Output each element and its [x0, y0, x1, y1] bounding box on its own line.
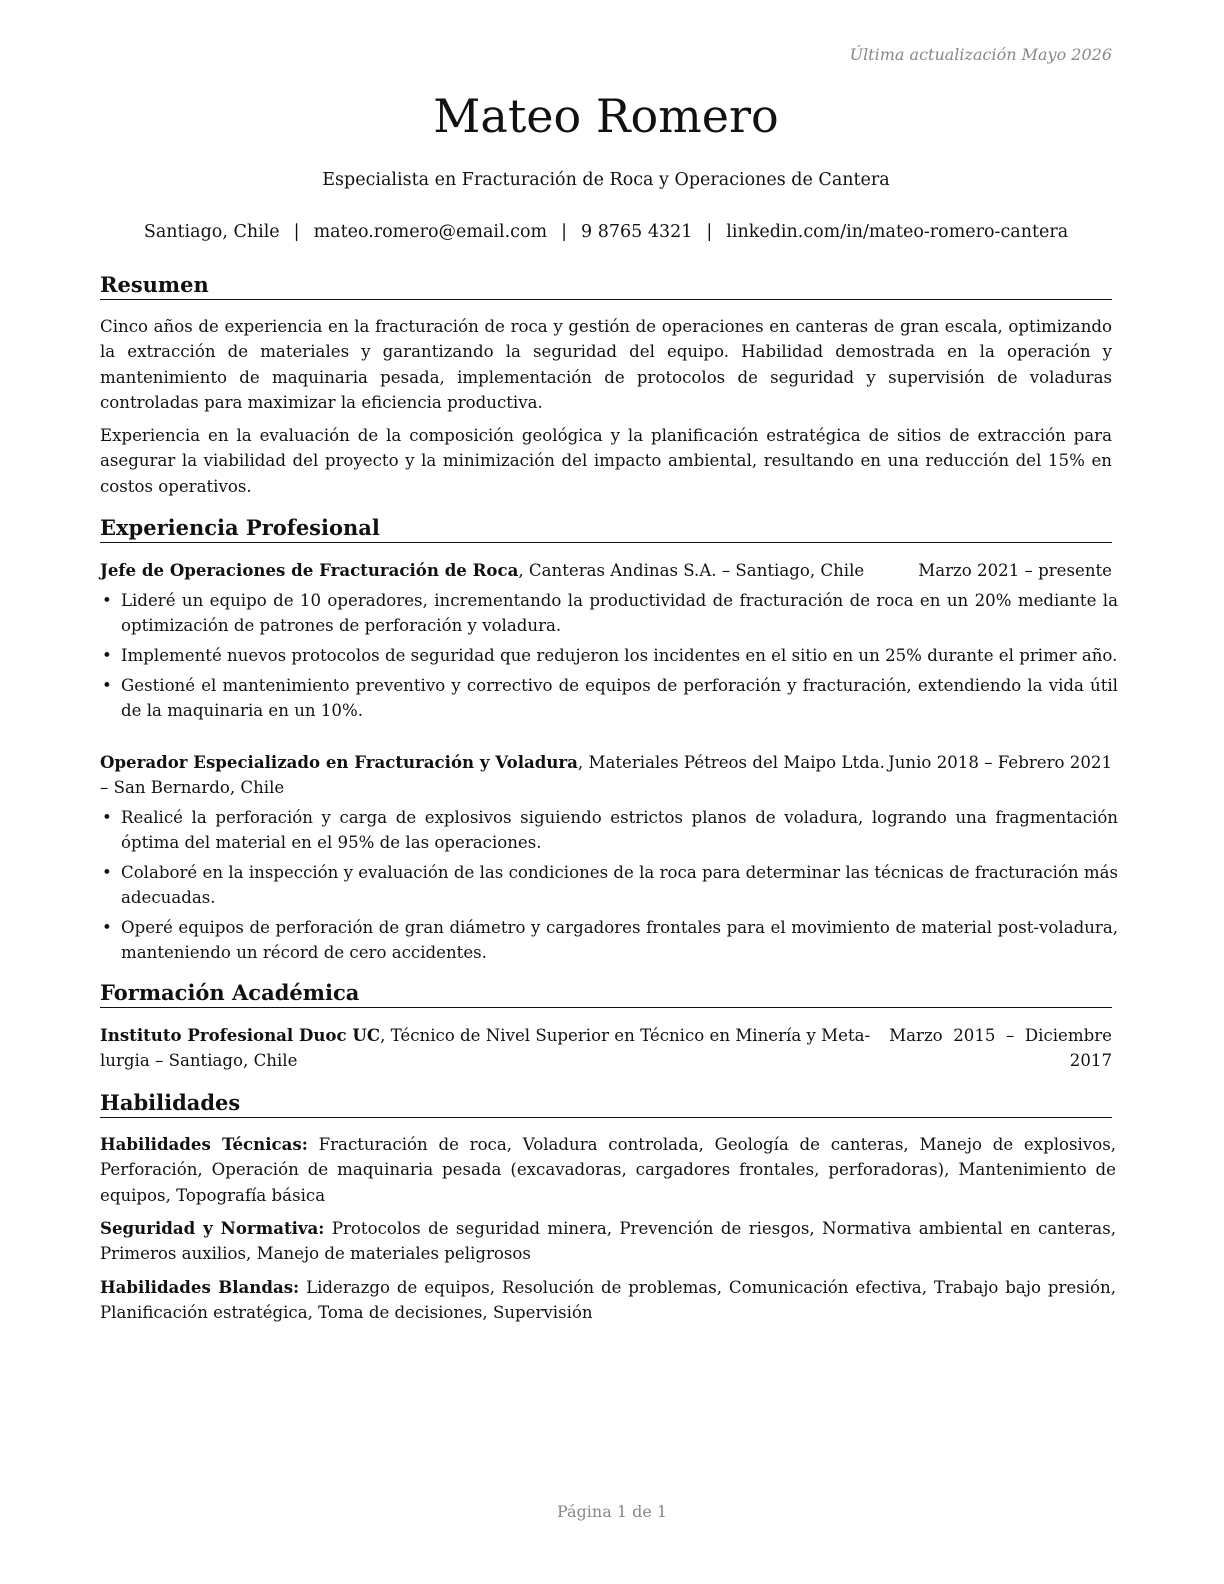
- candidate-subtitle: Especialista en Fracturación de Roca y Operaciones de Cantera: [322, 170, 890, 190]
- job-bullets: [100, 805, 1118, 970]
- job-bullets: [100, 588, 1118, 728]
- skill-label: Habilidades Blandas:: [100, 1277, 300, 1297]
- contact-phone: 9 8765 4321: [581, 222, 693, 242]
- job-dates: Marzo 2021 – presente: [918, 561, 1112, 580]
- job-header: [100, 558, 1112, 583]
- contact-separator: |: [561, 222, 568, 242]
- skill-label: Seguridad y Normativa:: [100, 1218, 325, 1238]
- education-institution-block: [100, 1023, 880, 1074]
- education-entry: [100, 1023, 1112, 1074]
- skill-group-soft: [100, 1275, 1116, 1326]
- job-bullet: • Lideré un equipo de 10 operadores, incrementando la productividad de fracturación de roca en un 20% mediante la optimización de patrones de perforación y voladura.: [100, 588, 1118, 639]
- contact-email[interactable]: mateo.romero@email.com: [313, 222, 548, 242]
- job-bullet: • Colaboré en la inspección y evaluación de las condiciones de la roca para determinar las técnicas de fracturación más adecuadas.: [100, 860, 1118, 911]
- page-number: Página 1 de 1: [556, 1502, 668, 1521]
- section-title-education: Formación Académica: [100, 980, 1112, 1008]
- job-bullet: • Operé equipos de perforación de gran diámetro y cargadores frontales para el movimiento de material post-voladura, manteniendo un récord de cero accidentes.: [100, 915, 1118, 966]
- job-role: Jefe de Operaciones de Fracturación de Roca: [100, 560, 519, 580]
- summary-paragraph-1: Cinco años de experiencia en la fracturación de roca y gestión de operaciones en canteras de gran escala, optimizando la extracción de materiales y garantizando la seguridad del equipo. Habilidad demostrada en la operación y mantenimiento de maquinaria pesada, implementación de protocolos de seguridad y supervisión de voladuras controladas para maximizar la eficiencia productiva.: [100, 317, 1112, 412]
- education-dates-start: Marzo 2015 – Diciembre: [889, 1026, 1112, 1045]
- skill-text: Protocolos de seguridad minera, Prevención de riesgos, Normativa ambiental en canteras, Primeros auxilios, Manejo de materiales peligrosos: [100, 1219, 1116, 1264]
- skill-text: Liderazgo de equipos, Resolución de problemas, Comunicación efectiva, Trabajo bajo presión, Planificación estratégica, Toma de decisiones, Supervisión: [100, 1278, 1116, 1323]
- job-role: Operador Especializado en Fracturación y Voladura: [100, 752, 578, 772]
- job-bullet: • Realicé la perforación y carga de explosivos siguiendo estrictos planos de voladura, logrando una fragmentación óptima del material en el 95% de las operaciones.: [100, 805, 1118, 856]
- summary-paragraph-2: Experiencia en la evaluación de la composición geológica y la planificación estratégica de sitios de extracción para asegurar la viabilidad del proyecto y la minimización del impacto ambiental, resultando en una reducción del 15% en costos operativos.: [100, 426, 1112, 496]
- skill-text: Fracturación de roca, Voladura controlada, Geología de canteras, Manejo de explosivos, Perforación, Operación de maquinaria pesada (excavadoras, cargadores frontales, perforadoras), Mantenimiento de equipos, Topografía básica: [100, 1135, 1116, 1205]
- education-degree-cont: lurgia – Santiago, Chile: [100, 1051, 298, 1071]
- skill-group-safety: [100, 1216, 1116, 1267]
- job-header: [100, 750, 1112, 801]
- contact-linkedin[interactable]: linkedin.com/in/mateo-romero-cantera: [726, 222, 1069, 242]
- education-institution: Instituto Profesional Duoc UC: [100, 1025, 381, 1045]
- job-bullet: • Gestioné el mantenimiento preventivo y correctivo de equipos de perforación y fracturación, extendiendo la vida útil de la maquinaria en un 10%.: [100, 673, 1118, 724]
- last-updated: Última actualización Mayo 2026: [849, 45, 1112, 64]
- skill-label: Habilidades Técnicas:: [100, 1134, 308, 1154]
- candidate-name: Mateo Romero: [433, 89, 779, 143]
- contact-location: Santiago, Chile: [143, 222, 280, 242]
- education-dates: [880, 1023, 1112, 1074]
- skill-group-technical: [100, 1132, 1116, 1208]
- job-company: , Materiales Pétreos del Maipo Ltda.: [577, 753, 885, 772]
- section-title-skills: Habilidades: [100, 1090, 1112, 1118]
- section-title-experience: Experiencia Profesional: [100, 515, 1112, 543]
- job-dates: Junio 2018 – Febrero 2021: [888, 753, 1112, 772]
- job-location: – San Bernardo, Chile: [100, 778, 285, 798]
- contact-separator: |: [706, 222, 713, 242]
- job-company: , Canteras Andinas S.A. – Santiago, Chile: [518, 561, 865, 580]
- education-dates-end: 2017: [1069, 1051, 1112, 1071]
- contact-line: [100, 220, 1112, 244]
- section-title-summary: Resumen: [100, 272, 1112, 300]
- job-bullet: • Implementé nuevos protocolos de seguridad que redujeron los incidentes en el sitio en un 25% durante el primer año.: [100, 643, 1118, 668]
- education-degree: , Técnico de Nivel Superior en Técnico en Minería y Meta-: [380, 1026, 871, 1045]
- contact-separator: |: [293, 222, 300, 242]
